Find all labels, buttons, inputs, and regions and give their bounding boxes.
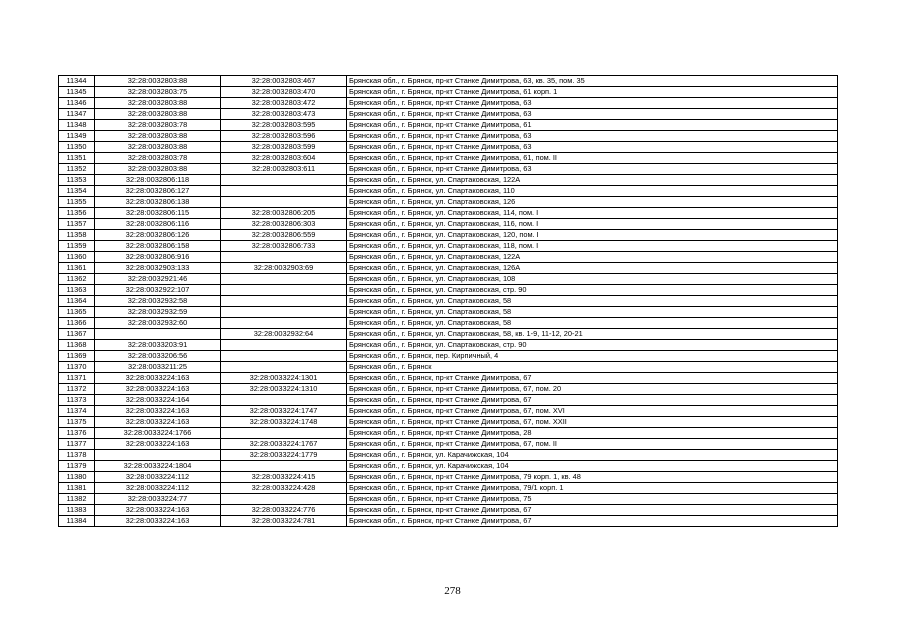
table-row bbox=[59, 142, 838, 153]
address-cell: Брянская обл., г. Брянск, ул. Спартаковская, 114, пом. I bbox=[347, 208, 838, 219]
related-cadastral-number-cell: 32:28:0032803:470 bbox=[221, 87, 347, 98]
table-row bbox=[59, 307, 838, 318]
address-cell: Брянская обл., г. Брянск, пр-кт Станке Димитрова, 61, пом. II bbox=[347, 153, 838, 164]
row-number-cell: 11376 bbox=[59, 428, 95, 439]
cadastral-number-cell: 32:28:0032803:75 bbox=[95, 87, 221, 98]
row-number-cell: 11348 bbox=[59, 120, 95, 131]
address-cell: Брянская обл., г. Брянск, пр-кт Станке Димитрова, 63 bbox=[347, 98, 838, 109]
table-row bbox=[59, 472, 838, 483]
row-number-cell: 11349 bbox=[59, 131, 95, 142]
row-number-cell: 11365 bbox=[59, 307, 95, 318]
cadastral-number-cell: 32:28:0032803:78 bbox=[95, 120, 221, 131]
address-cell: Брянская обл., г. Брянск, пр-кт Станке Димитрова, 75 bbox=[347, 494, 838, 505]
related-cadastral-number-cell: 32:28:0033224:415 bbox=[221, 472, 347, 483]
table-row bbox=[59, 505, 838, 516]
address-cell: Брянская обл., г. Брянск, пр-кт Станке Димитрова, 28 bbox=[347, 428, 838, 439]
address-cell: Брянская обл., г. Брянск, ул. Спартаковская, 126А bbox=[347, 263, 838, 274]
row-number-cell: 11346 bbox=[59, 98, 95, 109]
address-cell: Брянская обл., г. Брянск, ул. Спартаковская, 58 bbox=[347, 307, 838, 318]
cadastral-number-cell: 32:28:0032803:88 bbox=[95, 142, 221, 153]
table-row bbox=[59, 219, 838, 230]
table-row bbox=[59, 296, 838, 307]
address-cell: Брянская обл., г. Брянск, пр-кт Станке Димитрова, 63 bbox=[347, 142, 838, 153]
cadastral-number-cell: 32:28:0032903:133 bbox=[95, 263, 221, 274]
related-cadastral-number-cell: 32:28:0032803:599 bbox=[221, 142, 347, 153]
row-number-cell: 11357 bbox=[59, 219, 95, 230]
row-number-cell: 11354 bbox=[59, 186, 95, 197]
related-cadastral-number-cell: 32:28:0032806:733 bbox=[221, 241, 347, 252]
row-number-cell: 11373 bbox=[59, 395, 95, 406]
cadastral-number-cell: 32:28:0033224:163 bbox=[95, 373, 221, 384]
cadastral-number-cell: 32:28:0032922:107 bbox=[95, 285, 221, 296]
related-cadastral-number-cell: 32:28:0032806:559 bbox=[221, 230, 347, 241]
address-cell: Брянская обл., г. Брянск bbox=[347, 362, 838, 373]
table-row bbox=[59, 417, 838, 428]
table-row bbox=[59, 230, 838, 241]
cadastral-number-cell: 32:28:0033224:163 bbox=[95, 384, 221, 395]
related-cadastral-number-cell: 32:28:0032932:64 bbox=[221, 329, 347, 340]
address-cell: Брянская обл., г. Брянск, ул. Спартаковская, 116, пом. I bbox=[347, 219, 838, 230]
row-number-cell: 11345 bbox=[59, 87, 95, 98]
related-cadastral-number-cell: 32:28:0032903:69 bbox=[221, 263, 347, 274]
cadastral-number-cell: 32:28:0032803:88 bbox=[95, 98, 221, 109]
related-cadastral-number-cell: 32:28:0033224:1301 bbox=[221, 373, 347, 384]
address-cell: Брянская обл., г. Брянск, ул. Спартаковская, 58 bbox=[347, 318, 838, 329]
address-cell: Брянская обл., г. Брянск, пр-кт Станке Димитрова, 67 bbox=[347, 516, 838, 527]
related-cadastral-number-cell bbox=[221, 340, 347, 351]
table-row bbox=[59, 450, 838, 461]
cadastral-number-cell: 32:28:0033203:91 bbox=[95, 340, 221, 351]
table-row bbox=[59, 340, 838, 351]
row-number-cell: 11375 bbox=[59, 417, 95, 428]
cadastral-number-cell: 32:28:0033206:56 bbox=[95, 351, 221, 362]
cadastral-number-cell: 32:28:0033224:112 bbox=[95, 472, 221, 483]
address-cell: Брянская обл., г. Брянск, ул. Спартаковская, 58 bbox=[347, 296, 838, 307]
address-cell: Брянская обл., г. Брянск, пр-кт Станке Димитрова, 67 bbox=[347, 505, 838, 516]
related-cadastral-number-cell: 32:28:0032803:595 bbox=[221, 120, 347, 131]
address-cell: Брянская обл., г. Брянск, пр-кт Станке Димитрова, 63 bbox=[347, 164, 838, 175]
table-row bbox=[59, 186, 838, 197]
address-cell: Брянская обл., г. Брянск, пр-кт Станке Димитрова, 63, кв. 35, пом. 35 bbox=[347, 76, 838, 87]
table-row bbox=[59, 384, 838, 395]
row-number-cell: 11367 bbox=[59, 329, 95, 340]
cadastral-number-cell: 32:28:0032803:88 bbox=[95, 76, 221, 87]
cadastral-number-cell: 32:28:0033224:163 bbox=[95, 505, 221, 516]
related-cadastral-number-cell bbox=[221, 362, 347, 373]
cadastral-number-cell: 32:28:0033224:163 bbox=[95, 406, 221, 417]
related-cadastral-number-cell: 32:28:0032803:472 bbox=[221, 98, 347, 109]
related-cadastral-number-cell bbox=[221, 274, 347, 285]
cadastral-number-cell: 32:28:0032803:88 bbox=[95, 109, 221, 120]
cadastral-number-cell: 32:28:0032806:115 bbox=[95, 208, 221, 219]
row-number-cell: 11363 bbox=[59, 285, 95, 296]
table-row bbox=[59, 164, 838, 175]
related-cadastral-number-cell bbox=[221, 186, 347, 197]
cadastral-number-cell: 32:28:0032932:59 bbox=[95, 307, 221, 318]
table-row bbox=[59, 208, 838, 219]
table-row bbox=[59, 494, 838, 505]
table-row bbox=[59, 406, 838, 417]
table-row bbox=[59, 318, 838, 329]
table-row bbox=[59, 362, 838, 373]
cadastral-number-cell: 32:28:0033224:163 bbox=[95, 417, 221, 428]
table-row bbox=[59, 76, 838, 87]
table-row bbox=[59, 274, 838, 285]
address-cell: Брянская обл., г. Брянск, пр-кт Станке Димитрова, 63 bbox=[347, 109, 838, 120]
table-row bbox=[59, 439, 838, 450]
address-cell: Брянская обл., г. Брянск, пр-кт Станке Димитрова, 67 bbox=[347, 395, 838, 406]
row-number-cell: 11384 bbox=[59, 516, 95, 527]
related-cadastral-number-cell: 32:28:0033224:1748 bbox=[221, 417, 347, 428]
row-number-cell: 11368 bbox=[59, 340, 95, 351]
row-number-cell: 11359 bbox=[59, 241, 95, 252]
address-cell: Брянская обл., г. Брянск, ул. Спартаковская, стр. 90 bbox=[347, 340, 838, 351]
table-row bbox=[59, 241, 838, 252]
cadastral-number-cell: 32:28:0032806:127 bbox=[95, 186, 221, 197]
row-number-cell: 11380 bbox=[59, 472, 95, 483]
table-row bbox=[59, 153, 838, 164]
related-cadastral-number-cell bbox=[221, 307, 347, 318]
cadastral-number-cell: 32:28:0032932:58 bbox=[95, 296, 221, 307]
cadastral-number-cell: 32:28:0033211:25 bbox=[95, 362, 221, 373]
row-number-cell: 11355 bbox=[59, 197, 95, 208]
related-cadastral-number-cell: 32:28:0032803:467 bbox=[221, 76, 347, 87]
address-cell: Брянская обл., г. Брянск, ул. Спартаковская, 110 bbox=[347, 186, 838, 197]
table-row bbox=[59, 461, 838, 472]
row-number-cell: 11369 bbox=[59, 351, 95, 362]
cadastral-number-cell: 32:28:0032921:46 bbox=[95, 274, 221, 285]
row-number-cell: 11360 bbox=[59, 252, 95, 263]
row-number-cell: 11361 bbox=[59, 263, 95, 274]
related-cadastral-number-cell bbox=[221, 351, 347, 362]
row-number-cell: 11383 bbox=[59, 505, 95, 516]
address-cell: Брянская обл., г. Брянск, ул. Спартаковская, 108 bbox=[347, 274, 838, 285]
cadastral-number-cell: 32:28:0032806:138 bbox=[95, 197, 221, 208]
table-row bbox=[59, 395, 838, 406]
table-row bbox=[59, 120, 838, 131]
address-cell: Брянская обл., г. Брянск, пр-кт Станке Димитрова, 79/1 корп. 1 bbox=[347, 483, 838, 494]
cadastral-number-cell bbox=[95, 329, 221, 340]
table-body bbox=[59, 76, 838, 527]
table-row bbox=[59, 483, 838, 494]
table-row bbox=[59, 428, 838, 439]
address-cell: Брянская обл., г. Брянск, ул. Спартаковская, 58, кв. 1-9, 11-12, 20-21 bbox=[347, 329, 838, 340]
row-number-cell: 11344 bbox=[59, 76, 95, 87]
table-row bbox=[59, 109, 838, 120]
address-cell: Брянская обл., г. Брянск, ул. Спартаковская, 120, пом. I bbox=[347, 230, 838, 241]
related-cadastral-number-cell bbox=[221, 395, 347, 406]
related-cadastral-number-cell: 32:28:0032803:596 bbox=[221, 131, 347, 142]
related-cadastral-number-cell bbox=[221, 461, 347, 472]
cadastral-number-cell: 32:28:0033224:1766 bbox=[95, 428, 221, 439]
row-number-cell: 11350 bbox=[59, 142, 95, 153]
row-number-cell: 11379 bbox=[59, 461, 95, 472]
related-cadastral-number-cell: 32:28:0032803:611 bbox=[221, 164, 347, 175]
related-cadastral-number-cell bbox=[221, 252, 347, 263]
address-cell: Брянская обл., г. Брянск, пр-кт Станке Димитрова, 67, пом. II bbox=[347, 439, 838, 450]
row-number-cell: 11378 bbox=[59, 450, 95, 461]
cadastral-number-cell: 32:28:0033224:1804 bbox=[95, 461, 221, 472]
cadastral-number-cell: 32:28:0032932:60 bbox=[95, 318, 221, 329]
address-cell: Брянская обл., г. Брянск, ул. Спартаковская, 118, пом. I bbox=[347, 241, 838, 252]
table-row bbox=[59, 98, 838, 109]
row-number-cell: 11358 bbox=[59, 230, 95, 241]
related-cadastral-number-cell bbox=[221, 318, 347, 329]
related-cadastral-number-cell: 32:28:0032806:205 bbox=[221, 208, 347, 219]
row-number-cell: 11382 bbox=[59, 494, 95, 505]
related-cadastral-number-cell: 32:28:0033224:1747 bbox=[221, 406, 347, 417]
cadastral-number-cell: 32:28:0032806:126 bbox=[95, 230, 221, 241]
cadastral-number-cell: 32:28:0032806:118 bbox=[95, 175, 221, 186]
cadastral-number-cell: 32:28:0032803:88 bbox=[95, 131, 221, 142]
cadastral-number-cell: 32:28:0033224:164 bbox=[95, 395, 221, 406]
address-cell: Брянская обл., г. Брянск, пр-кт Станке Димитрова, 61 корп. 1 bbox=[347, 87, 838, 98]
related-cadastral-number-cell bbox=[221, 296, 347, 307]
related-cadastral-number-cell: 32:28:0032803:604 bbox=[221, 153, 347, 164]
address-cell: Брянская обл., г. Брянск, ул. Спартаковская, 126 bbox=[347, 197, 838, 208]
row-number-cell: 11370 bbox=[59, 362, 95, 373]
cadastral-number-cell: 32:28:0033224:163 bbox=[95, 439, 221, 450]
row-number-cell: 11366 bbox=[59, 318, 95, 329]
cadastral-number-cell: 32:28:0033224:163 bbox=[95, 516, 221, 527]
cadastral-number-cell: 32:28:0033224:112 bbox=[95, 483, 221, 494]
table-row bbox=[59, 516, 838, 527]
related-cadastral-number-cell bbox=[221, 428, 347, 439]
row-number-cell: 11362 bbox=[59, 274, 95, 285]
related-cadastral-number-cell: 32:28:0033224:776 bbox=[221, 505, 347, 516]
row-number-cell: 11353 bbox=[59, 175, 95, 186]
registry-table bbox=[58, 75, 838, 527]
row-number-cell: 11377 bbox=[59, 439, 95, 450]
cadastral-number-cell: 32:28:0032803:78 bbox=[95, 153, 221, 164]
row-number-cell: 11352 bbox=[59, 164, 95, 175]
cadastral-number-cell: 32:28:0032803:88 bbox=[95, 164, 221, 175]
related-cadastral-number-cell: 32:28:0032806:303 bbox=[221, 219, 347, 230]
related-cadastral-number-cell: 32:28:0033224:1779 bbox=[221, 450, 347, 461]
table-row bbox=[59, 263, 838, 274]
row-number-cell: 11381 bbox=[59, 483, 95, 494]
cadastral-number-cell: 32:28:0033224:77 bbox=[95, 494, 221, 505]
row-number-cell: 11347 bbox=[59, 109, 95, 120]
address-cell: Брянская обл., г. Брянск, пр-кт Станке Димитрова, 63 bbox=[347, 131, 838, 142]
table-row bbox=[59, 252, 838, 263]
row-number-cell: 11364 bbox=[59, 296, 95, 307]
related-cadastral-number-cell bbox=[221, 494, 347, 505]
cadastral-number-cell bbox=[95, 450, 221, 461]
address-cell: Брянская обл., г. Брянск, пр-кт Станке Димитрова, 67, пом. XVI bbox=[347, 406, 838, 417]
cadastral-number-cell: 32:28:0032806:116 bbox=[95, 219, 221, 230]
table-row bbox=[59, 87, 838, 98]
table-row bbox=[59, 285, 838, 296]
table-row bbox=[59, 131, 838, 142]
address-cell: Брянская обл., г. Брянск, пр-кт Станке Димитрова, 67, пом. XXII bbox=[347, 417, 838, 428]
table-row bbox=[59, 351, 838, 362]
address-cell: Брянская обл., г. Брянск, ул. Карачижская, 104 bbox=[347, 450, 838, 461]
address-cell: Брянская обл., г. Брянск, пр-кт Станке Димитрова, 79 корп. 1, кв. 48 bbox=[347, 472, 838, 483]
address-cell: Брянская обл., г. Брянск, ул. Спартаковская, 122А bbox=[347, 175, 838, 186]
address-cell: Брянская обл., г. Брянск, пр-кт Станке Димитрова, 61 bbox=[347, 120, 838, 131]
related-cadastral-number-cell: 32:28:0033224:1310 bbox=[221, 384, 347, 395]
page-number: 278 bbox=[444, 585, 461, 597]
row-number-cell: 11356 bbox=[59, 208, 95, 219]
row-number-cell: 11351 bbox=[59, 153, 95, 164]
address-cell: Брянская обл., г. Брянск, пр-кт Станке Димитрова, 67 bbox=[347, 373, 838, 384]
row-number-cell: 11371 bbox=[59, 373, 95, 384]
related-cadastral-number-cell: 32:28:0033224:428 bbox=[221, 483, 347, 494]
address-cell: Брянская обл., г. Брянск, ул. Спартаковская, 122А bbox=[347, 252, 838, 263]
address-cell: Брянская обл., г. Брянск, пр-кт Станке Димитрова, 67, пом. 20 bbox=[347, 384, 838, 395]
row-number-cell: 11372 bbox=[59, 384, 95, 395]
related-cadastral-number-cell bbox=[221, 285, 347, 296]
address-cell: Брянская обл., г. Брянск, пер. Кирпичный, 4 bbox=[347, 351, 838, 362]
table-row bbox=[59, 197, 838, 208]
row-number-cell: 11374 bbox=[59, 406, 95, 417]
related-cadastral-number-cell bbox=[221, 175, 347, 186]
table-row bbox=[59, 329, 838, 340]
table-row bbox=[59, 175, 838, 186]
related-cadastral-number-cell: 32:28:0033224:781 bbox=[221, 516, 347, 527]
cadastral-number-cell: 32:28:0032806:916 bbox=[95, 252, 221, 263]
table-row bbox=[59, 373, 838, 384]
address-cell: Брянская обл., г. Брянск, ул. Спартаковская, стр. 90 bbox=[347, 285, 838, 296]
address-cell: Брянская обл., г. Брянск, ул. Карачижская, 104 bbox=[347, 461, 838, 472]
related-cadastral-number-cell bbox=[221, 197, 347, 208]
related-cadastral-number-cell: 32:28:0032803:473 bbox=[221, 109, 347, 120]
cadastral-number-cell: 32:28:0032806:158 bbox=[95, 241, 221, 252]
related-cadastral-number-cell: 32:28:0033224:1767 bbox=[221, 439, 347, 450]
